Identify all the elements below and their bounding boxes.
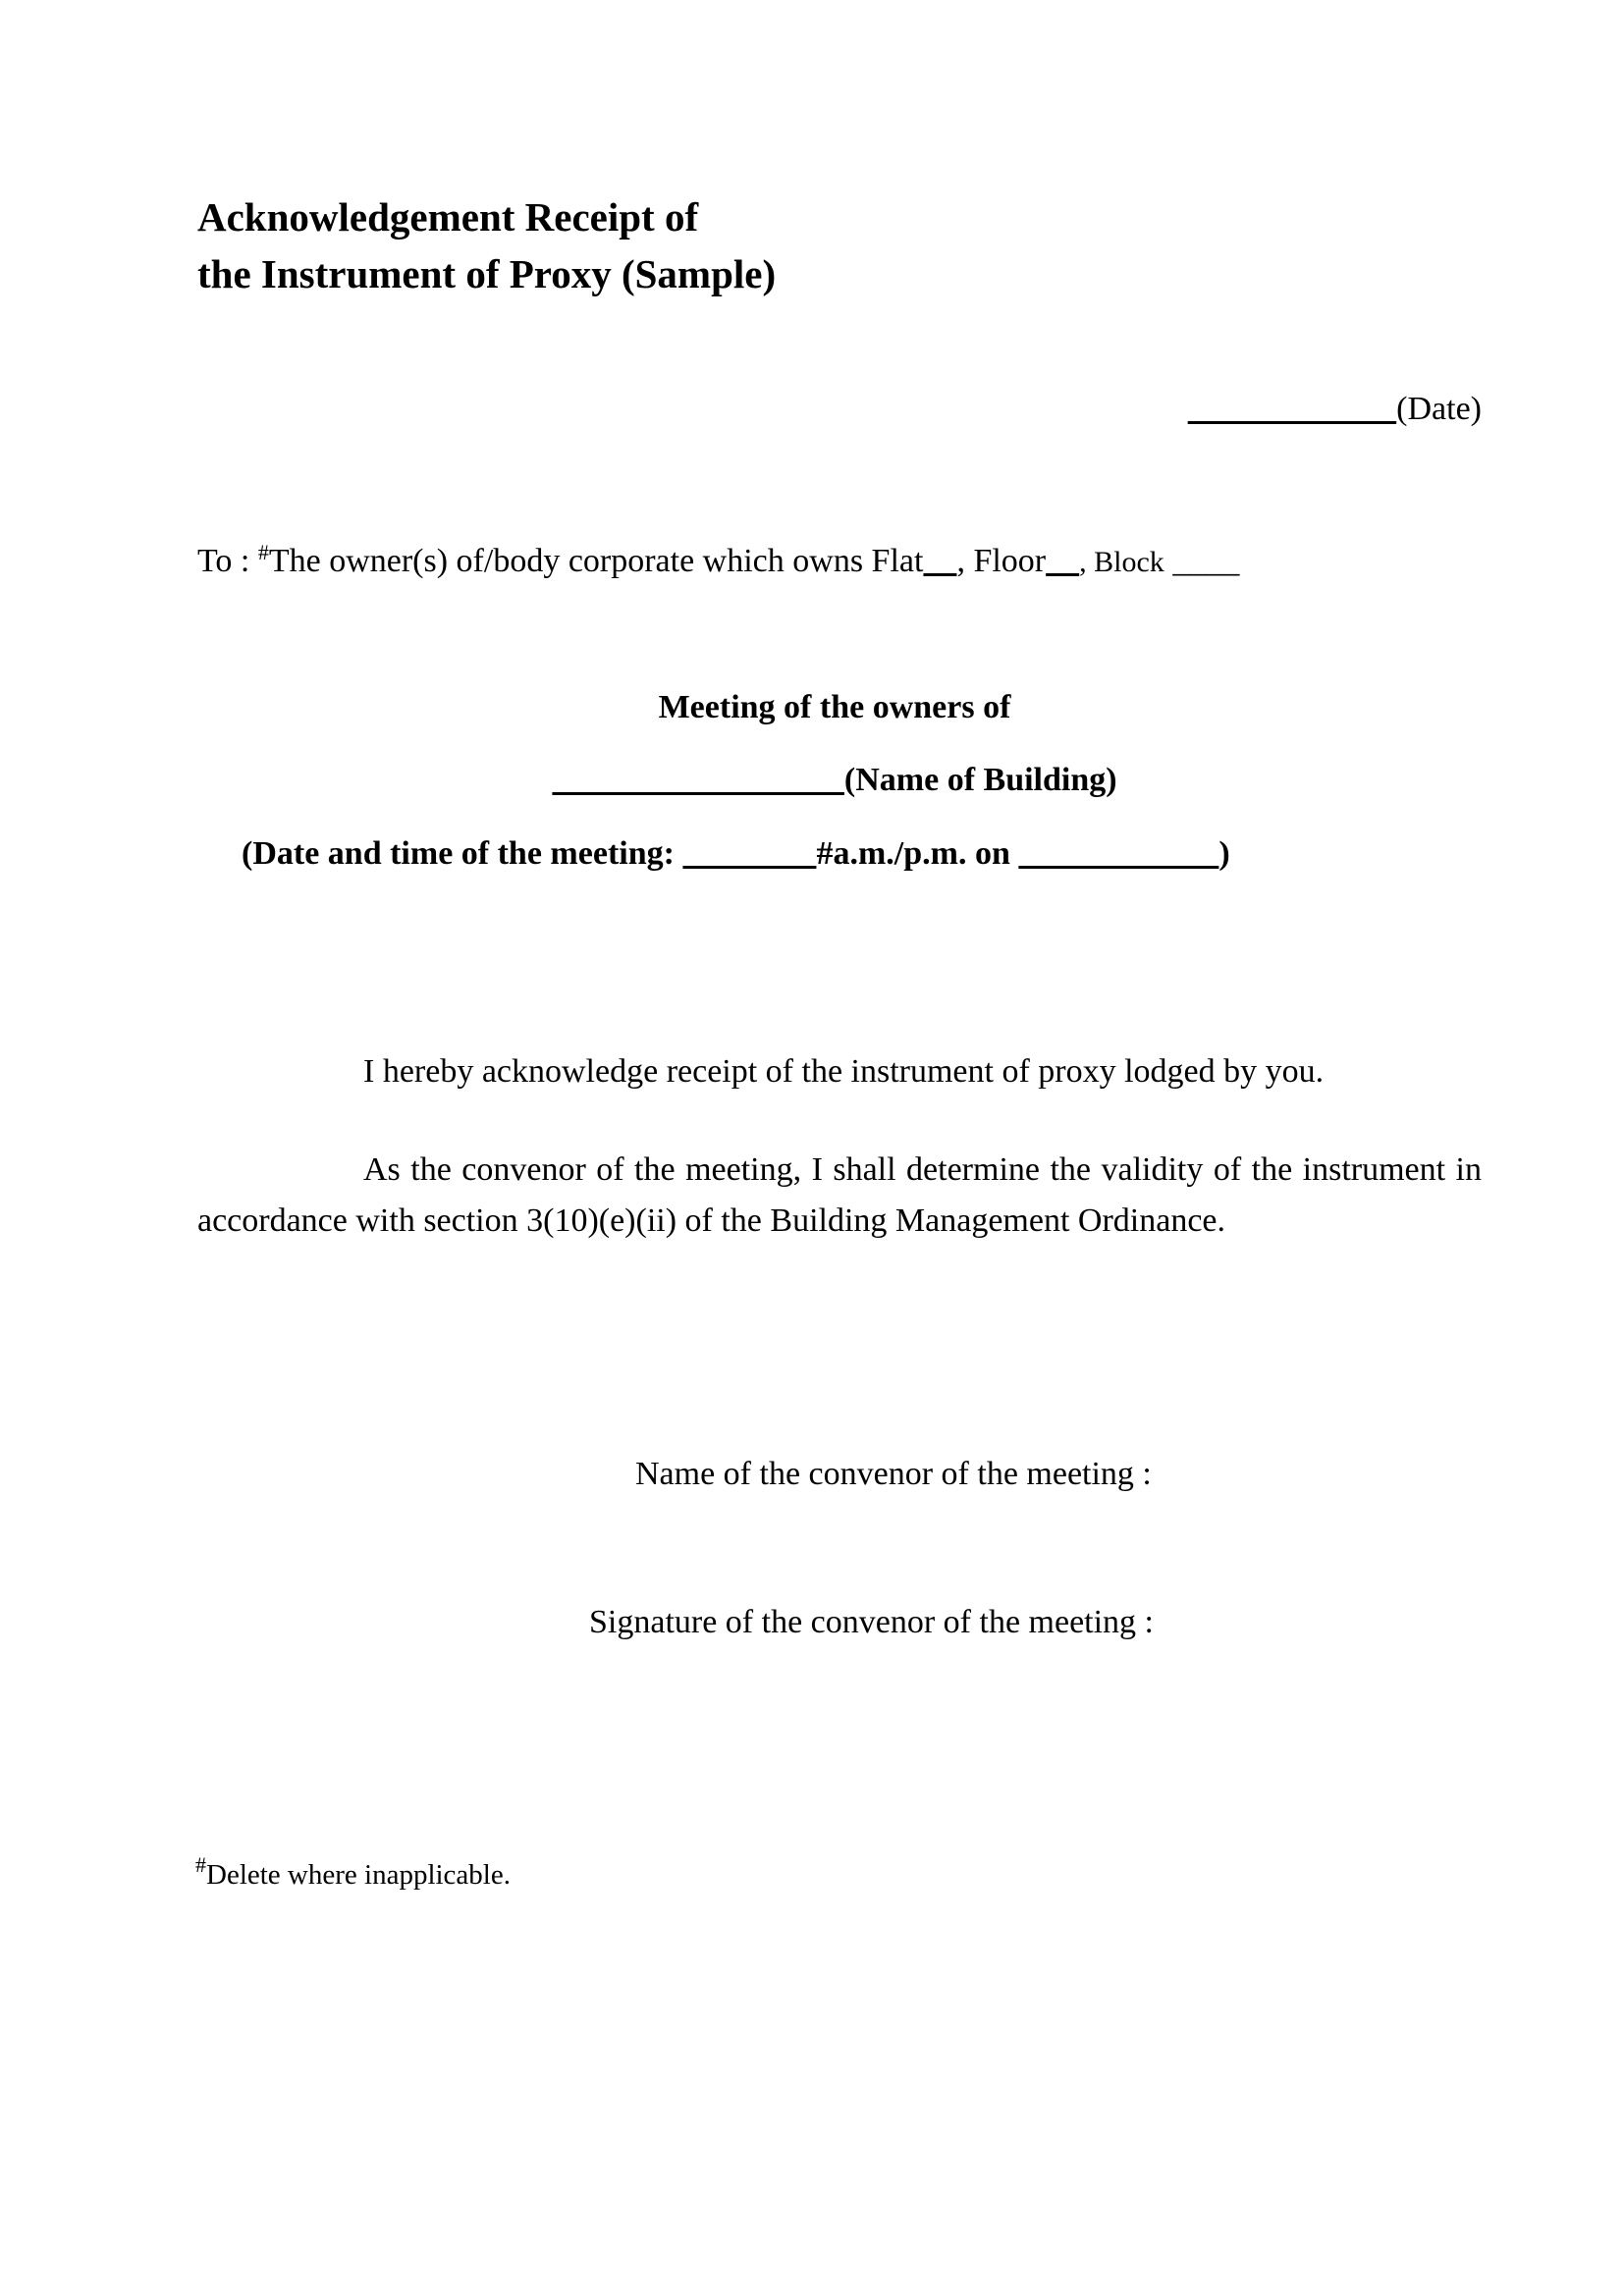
convenor-signature-label: Signature of the convenor of the meeting :: [589, 1604, 1154, 1640]
building-label: (Name of Building): [843, 762, 1117, 798]
addressee-prefix: To :: [197, 543, 258, 579]
datetime-label: (Date and time of the meeting:: [242, 835, 675, 872]
acknowledgement-paragraph: I hereby acknowledge receipt of the instrument of proxy lodged by you.: [363, 1053, 1325, 1090]
convenor-name-label: Name of the convenor of the meeting :: [635, 1456, 1152, 1492]
ampm-label: #a.m./p.m. on: [816, 835, 1010, 872]
footnote: [195, 1852, 511, 1892]
meeting-date-blank: [1018, 835, 1218, 872]
addressee-marker: #: [257, 540, 269, 564]
meeting-datetime-line: [242, 835, 1230, 873]
datetime-close: ): [1218, 835, 1230, 872]
building-line: [0, 762, 1624, 799]
footnote-marker: #: [195, 1852, 206, 1877]
addressee-text: The owner(s) of/body corporate which owns Flat: [268, 543, 924, 579]
block-label: , Block: [1079, 546, 1164, 578]
flat-blank: [923, 543, 956, 579]
date-blank: [1188, 391, 1397, 427]
addressee-line: [197, 540, 1240, 580]
time-blank: [682, 835, 816, 872]
floor-blank: [1046, 543, 1079, 579]
title-line-2: the Instrument of Proxy (Sample): [197, 251, 777, 296]
footnote-text: Delete where inapplicable.: [206, 1859, 511, 1891]
date-field: [1188, 391, 1482, 428]
document-title: [197, 188, 776, 302]
validity-paragraph: As the convenor of the meeting, I shall determine the validity of the instrument in accordance with section 3(10)(e)(ii) of the Building Management Ordinance.: [197, 1151, 1482, 1239]
title-line-1: Acknowledgement Receipt of: [197, 194, 699, 240]
date-label: (Date): [1396, 391, 1482, 427]
block-blank: ____: [1172, 543, 1240, 579]
building-blank: [552, 762, 844, 798]
floor-label: , Floor: [956, 543, 1047, 579]
meeting-heading: Meeting of the owners of: [658, 689, 1011, 725]
